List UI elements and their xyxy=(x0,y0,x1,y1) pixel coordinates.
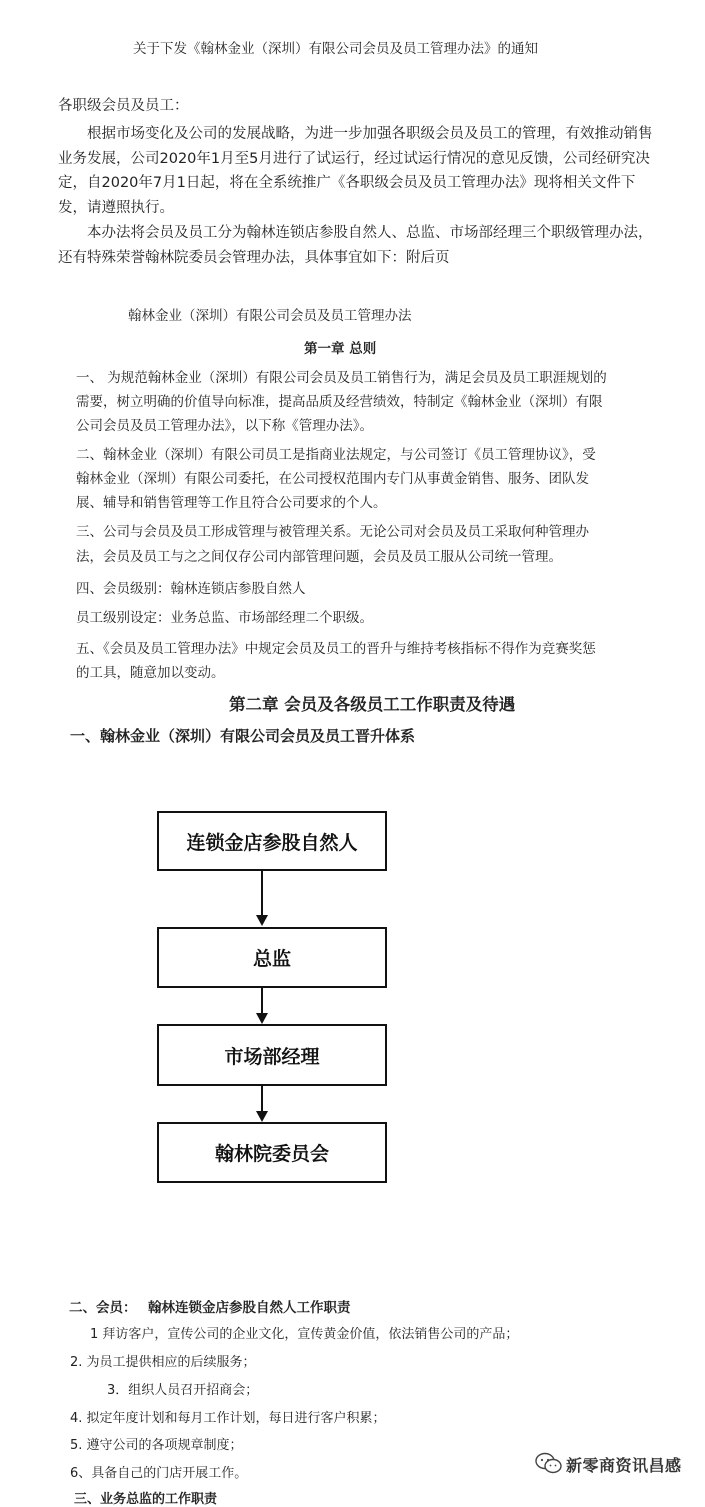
chapter2-heading: 第二章 会员及各级员工工作职责及待遇 xyxy=(229,695,516,714)
item4b-line1: 员工级别设定：业务总监、市场部经理二个职级。 xyxy=(76,610,373,626)
flow-connector-2 xyxy=(261,986,263,1014)
arrow-down-icon xyxy=(256,1013,268,1024)
notice-para1-line2: 业务发展，公司2020年1月至5月进行了试运行，经过试运行情况的意见反馈，公司经研究决 xyxy=(58,151,650,167)
arrow-down-icon xyxy=(256,1111,268,1122)
notice-para1-line1: 根据市场变化及公司的发展战略，为进一步加强各职级会员及员工的管理，有效推动销售 xyxy=(87,126,653,142)
item1-line3: 公司会员及员工管理办法》，以下称《管理办法》。 xyxy=(76,418,373,434)
flow-box-director: 总监 xyxy=(157,927,387,988)
salutation: 各职级会员及员工： xyxy=(58,98,189,114)
duty-item-4: 4. 拟定年度计划和每月工作计划，每日进行客户积累； xyxy=(70,1411,386,1426)
item2-line1: 二、翰林金业（深圳）有限公司员工是指商业法规定，与公司签订《员工管理协议》，受 xyxy=(76,447,596,463)
notice-para2-line2: 还有特殊荣誉翰林院委员会管理办法，具体事宜如下：附后页 xyxy=(58,250,450,266)
notice-para2-line1: 本办法将会员及员工分为翰林连锁店参股自然人、总监、市场部经理三个职级管理办法， xyxy=(87,225,653,241)
section3-heading-partial: 三、业务总监的工作职责 xyxy=(74,1492,218,1507)
item3-line2: 法，会员及员工与之之间仅存公司内部管理问题，会员及员工服从公司统一管理。 xyxy=(76,549,562,565)
watermark-text: 新零商资讯昌感 xyxy=(566,1456,682,1475)
item4-line1: 四、会员级别：翰林连锁店参股自然人 xyxy=(76,581,306,597)
duty-item-1: 1 拜访客户，宣传公司的企业文化，宣传黄金价值，依法销售公司的产品； xyxy=(90,1327,519,1342)
flow-box-committee: 翰林院委员会 xyxy=(157,1122,387,1183)
item2-line3: 展、辅导和销售管理等工作且符合公司要求的个人。 xyxy=(76,495,387,511)
wechat-bubble-icon xyxy=(534,1451,564,1477)
section1-heading: 一、翰林金业（深圳）有限公司会员及员工晋升体系 xyxy=(70,727,416,745)
duty-item-2: 2. 为员工提供相应的后续服务； xyxy=(70,1355,256,1370)
notice-para1-line4: 发，请遵照执行。 xyxy=(58,200,174,216)
item5-line2: 的工具，随意加以变动。 xyxy=(76,665,225,681)
duty-item-3: 3．组织人员召开招商会； xyxy=(107,1383,259,1398)
flow-connector-3 xyxy=(261,1084,263,1112)
item1-line2: 需要，树立明确的价值导向标准，提高品质及经营绩效，特制定《翰林金业（深圳）有限 xyxy=(76,394,603,410)
duty-item-6: 6、具备自己的门店开展工作。 xyxy=(70,1466,248,1481)
item3-line1: 三、公司与会员及员工形成管理与被管理关系。无论公司对会员及员工采取何种管理办 xyxy=(76,524,589,540)
item2-line2: 翰林金业（深圳）有限公司委托，在公司授权范围内专门从事黄金销售、服务、团队发 xyxy=(76,471,589,487)
duty-item-5: 5. 遵守公司的各项规章制度； xyxy=(70,1438,243,1453)
flow-box-market-manager: 市场部经理 xyxy=(157,1024,387,1086)
flow-connector-1 xyxy=(261,869,263,917)
regulation-title: 翰林金业（深圳）有限公司会员及员工管理办法 xyxy=(128,308,412,324)
item5-line1: 五、《会员及员工管理办法》中规定会员及员工的晋升与维持考核指标不得作为竞赛奖惩 xyxy=(76,641,596,657)
notice-para1-line3: 定，自2020年7月1日起，将在全系统推广《各职级会员及员工管理办法》现将相关文件下 xyxy=(58,175,636,191)
arrow-down-icon xyxy=(256,915,268,926)
chapter1-heading: 第一章 总则 xyxy=(304,341,377,357)
duties-heading: 翰林连锁金店参股自然人工作职责 xyxy=(148,1300,351,1316)
notice-title: 关于下发《翰林金业（深圳）有限公司会员及员工管理办法》的通知 xyxy=(133,41,538,57)
flow-box-shareholder: 连锁金店参股自然人 xyxy=(157,811,387,871)
item1-line1: 一、 为规范翰林金业（深圳）有限公司会员及员工销售行为，满足会员及员工职涯规划的 xyxy=(76,370,607,386)
duties-heading-prefix: 二、会员： xyxy=(69,1300,137,1316)
